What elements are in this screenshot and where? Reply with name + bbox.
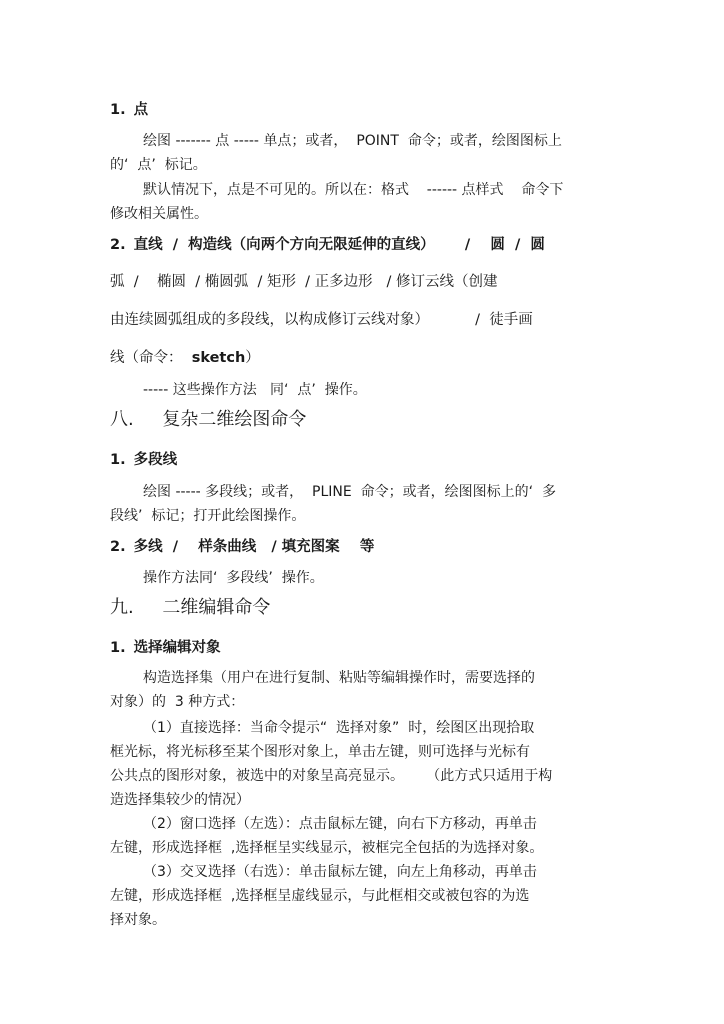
paragraph-line: 的‘ 点’ 标记。 xyxy=(110,157,207,173)
heading-number: 1. xyxy=(110,452,126,468)
heading-2-lines xyxy=(110,235,545,255)
section-heading-8: 八. 复杂二维绘图命令 xyxy=(110,409,307,430)
paragraph-line: 左键，形成选择框 ,选择框呈虚线显示，与此框相交或被包容的为选 xyxy=(110,888,530,904)
heading-8-1 xyxy=(110,450,177,470)
heading-text-line: 由连续圆弧组成的多段线，以构成修订云线对象） / 徒手画 xyxy=(110,312,533,328)
paragraph-line: 对象）的 3 种方式： xyxy=(110,694,245,710)
text-span: ） xyxy=(245,350,260,366)
paragraph-line: 操作方法同‘ 多段线’ 操作。 xyxy=(143,570,324,586)
paragraph-line: 默认情况下，点是不可见的。所以在：格式 ------ 点样式 命令下 xyxy=(143,182,564,198)
heading-number: 2. xyxy=(110,237,126,253)
paragraph-line: 修改相关属性。 xyxy=(110,206,208,222)
heading-1-point xyxy=(110,100,148,120)
heading-title: 点 xyxy=(133,102,149,118)
paragraph-line: 左键，形成选择框 ,选择框呈实线显示，被框完全包括的为选择对象。 xyxy=(110,840,544,856)
heading-text-line xyxy=(110,348,260,368)
heading-title: 多线 / 样条曲线 / 填充图案 等 xyxy=(133,539,375,555)
paragraph-line: （3）交叉选择（右选）：单击鼠标左键，向左上角移动，再单击 xyxy=(143,864,537,880)
paragraph-line: 框光标，将光标移至某个图形对象上，单击左键，则可选择与光标有 xyxy=(110,744,530,760)
command-sketch: sketch xyxy=(191,350,246,366)
section-heading-9: 九. 二维编辑命令 xyxy=(110,597,271,618)
heading-title: 多段线 xyxy=(133,452,178,468)
paragraph-line: 造选择集较少的情况） xyxy=(110,792,250,808)
paragraph-line: ----- 这些操作方法 同‘ 点’ 操作。 xyxy=(143,382,367,398)
paragraph-line: 构造选择集（用户在进行复制、粘贴等编辑操作时，需要选择的 xyxy=(143,670,535,686)
heading-number: 2. xyxy=(110,539,126,555)
text-span: 线（命令： xyxy=(110,350,192,366)
heading-text-line: 弧 / 椭圆 / 椭圆弧 / 矩形 / 正多边形 / 修订云线（创建 xyxy=(110,274,498,290)
heading-9-1 xyxy=(110,638,221,658)
paragraph-line: 择对象。 xyxy=(110,912,166,928)
paragraph-line: （2）窗口选择（左选）：点击鼠标左键，向右下方移动，再单击 xyxy=(143,816,537,832)
heading-8-2 xyxy=(110,537,374,557)
paragraph-line: 绘图 ------- 点 ----- 单点；或者， POINT 命令；或者，绘图图标上 xyxy=(143,133,562,149)
paragraph-line: 绘图 ----- 多段线；或者， PLINE 命令；或者，绘图图标上的‘ 多 xyxy=(143,484,556,500)
paragraph-line: 段线’ 标记；打开此绘图操作。 xyxy=(110,508,306,524)
paragraph-line: 公共点的图形对象，被选中的对象呈高亮显示。 （此方式只适用于构 xyxy=(110,768,553,784)
heading-number: 1. xyxy=(110,102,126,118)
heading-title: 选择编辑对象 xyxy=(133,640,221,656)
paragraph-line: （1）直接选择：当命令提示“ 选择对象” 时，绘图区出现拾取 xyxy=(143,720,535,736)
heading-text-line: 直线 / 构造线（向两个方向无限延伸的直线） / 圆 / 圆 xyxy=(133,237,545,253)
heading-number: 1. xyxy=(110,640,126,656)
